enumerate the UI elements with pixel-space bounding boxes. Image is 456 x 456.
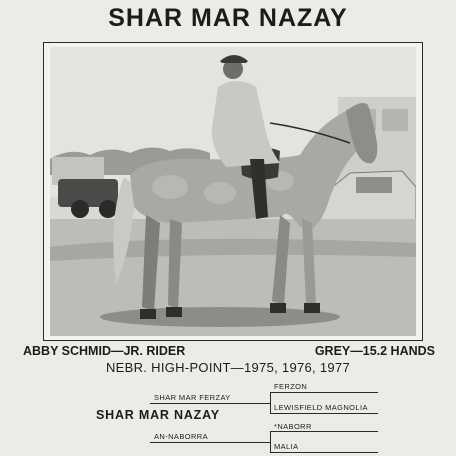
awards-caption: NEBR. HIGH-POINT—1975, 1976, 1977	[105, 360, 350, 375]
pedigree-line	[150, 442, 270, 443]
rider-caption: ABBY SCHMID—JR. RIDER	[23, 344, 186, 358]
page-title: SHAR MAR NAZAY	[108, 4, 348, 32]
pedigree-line	[150, 403, 270, 404]
pedigree-line	[270, 452, 378, 453]
pedigree-sire-dam: LEWISFIELD MAGNOLIA	[274, 403, 368, 412]
pedigree-line	[270, 392, 271, 414]
horse-details-caption: GREY—15.2 HANDS	[314, 344, 435, 358]
pedigree-horse: SHAR MAR NAZAY	[96, 408, 220, 422]
pedigree-line	[270, 431, 271, 453]
pedigree-line	[270, 413, 378, 414]
horse-photo	[50, 47, 416, 336]
pedigree-dam-dam: MALIA	[274, 442, 299, 451]
pedigree-sire: SHAR MAR FERZAY	[154, 393, 231, 402]
pedigree-dam: AN-NABORRA	[154, 432, 209, 441]
pedigree-line	[270, 431, 378, 432]
pedigree-sire-sire: FERZON	[274, 382, 308, 391]
horse-and-rider-image	[50, 47, 416, 336]
pedigree-dam-sire: *NABORR	[274, 422, 312, 431]
photo-frame	[43, 42, 423, 341]
pedigree-line	[270, 392, 378, 393]
